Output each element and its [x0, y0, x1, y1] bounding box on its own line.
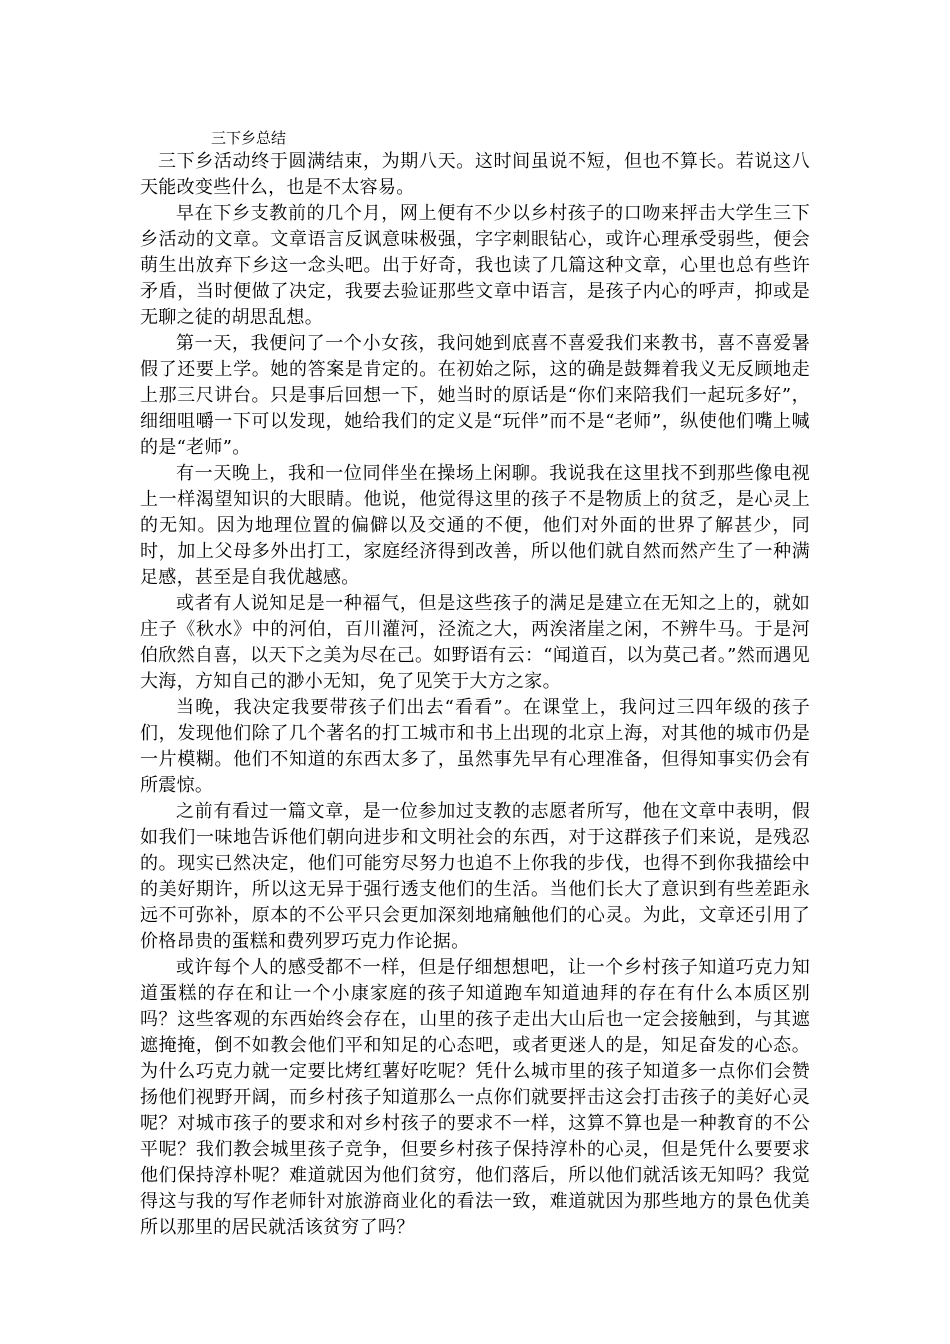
paragraph: 有一天晚上，我和一位同伴坐在操场上闲聊。我说我在这里找不到那些像电视上一样渴望知识的大眼睛。他说，他觉得这里的孩子不是物质上的贫乏，是心灵上的无知。因为地理位置的偏僻以及交通的不便，他们对外面的世界了解甚少，同时，加上父母多外出打工，家庭经济得到改善，所以他们就自然而然产生了一种满足感，甚至是自我优越感。: [140, 463, 810, 588]
paragraph: 早在下乡支教前的几个月，网上便有不少以乡村孩子的口吻来抨击大学生三下乡活动的文章。文章语言反讽意味极强，字字刺眼钻心，或许心理承受弱些，便会萌生出放弃下乡这一念头吧。出于好奇，我也读了几篇这种文章，心里也总有些许矛盾，当时便做了决定，我要去验证那些文章中语言，是孩子内心的呼声，抑或是无聊之徒的胡思乱想。: [140, 203, 810, 328]
document-title: 三下乡总结: [211, 129, 287, 147]
document-body: [140, 149, 810, 1241]
paragraph: 或者有人说知足是一种福气，但是这些孩子的满足是建立在无知之上的，就如庄子《秋水》中的河伯，百川灌河，泾流之大，两涘渚崖之闲，不辨牛马。于是河伯欣然自喜，以天下之美为尽在己。如野语有云：“闻道百，以为莫己者。”然而遇见大海，方知自己的渺小无知，免了见笑于大方之家。: [140, 593, 810, 692]
paragraph: 或许每个人的感受都不一样，但是仔细想想吧，让一个乡村孩子知道巧克力知道蛋糕的存在和让一个小康家庭的孩子知道跑车知道迪拜的存在有什么本质区别吗？这些客观的东西始终会存在，山里的孩子走出大山后也一定会接触到，与其遮遮掩掩，倒不如教会他们平和知足的心态吧，或者更迷人的是，知足奋发的心态。为什么巧克力就一定要比烤红薯好吃呢？凭什么城市里的孩子知道多一点你们会赞扬他们视野开阔，而乡村孩子知道那么一点你们就要抨击这会打击孩子的美好心灵呢？对城市孩子的要求和对乡村孩子的要求不一样，这算不算也是一种教育的不公平呢？我们教会城里孩子竞争，但要乡村孩子保持淳朴的心灵，但是凭什么要要求他们保持淳朴呢？难道就因为他们贫穷，他们落后，所以他们就活该无知吗？我觉得这与我的写作老师针对旅游商业化的看法一致，难道就因为那些地方的景色优美所以那里的居民就活该贫穷了吗？: [140, 957, 810, 1238]
paragraph: 之前有看过一篇文章，是一位参加过支教的志愿者所写，他在文章中表明，假如我们一味地告诉他们朝向进步和文明社会的东西，对于这群孩子们来说，是残忍的。现实已然决定，他们可能穷尽努力也追不上你我的步伐，也得不到你我描绘中的美好期许，所以这无异于强行透支他们的生活。当他们长大了意识到有些差距永远不可弥补，原本的不公平只会更加深刻地痛触他们的心灵。为此，文章还引用了价格昂贵的蛋糕和费列罗巧克力作论据。: [140, 801, 810, 952]
paragraph: 三下乡活动终于圆满结束，为期八天。这时间虽说不短，但也不算长。若说这八天能改变些什么，也是不太容易。: [140, 151, 810, 198]
paragraph: 当晚，我决定我要带孩子们出去“看看”。在课堂上，我问过三四年级的孩子们，发现他们除了几个著名的打工城市和书上出现的北京上海，对其他的城市仍是一片模糊。他们不知道的东西太多了，虽然事先早有心理准备，但得知事实仍会有所震惊。: [140, 697, 810, 796]
paragraph: 第一天，我便问了一个小女孩，我问她到底喜不喜爱我们来教书，喜不喜爱暑假了还要上学。她的答案是肯定的。在初始之际，这的确是鼓舞着我义无反顾地走上那三尺讲台。只是事后回想一下，她当时的原话是“你们来陪我们一起玩多好”，细细咀嚼一下可以发现，她给我们的定义是“玩伴”而不是“老师”，纵使他们嘴上喊的是“老师”。: [140, 333, 810, 458]
